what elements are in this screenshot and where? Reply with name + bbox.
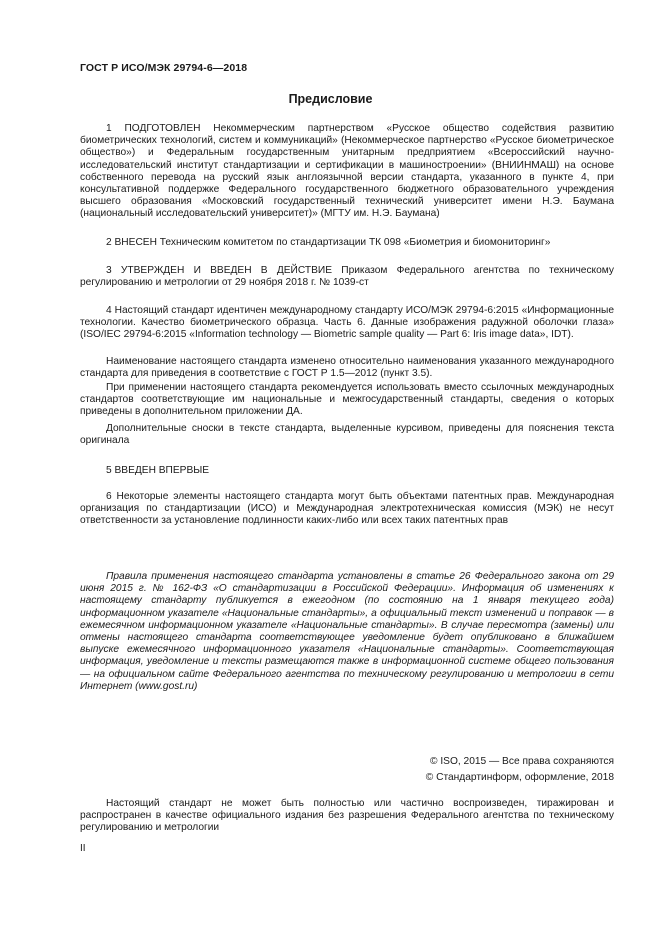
reproduction-notice: Настоящий стандарт не может быть полностью или частично воспроизведен, тиражирован и распространен в качестве официального издания без разрешения Федерального агентства по техническому регулированию и метрологии: [80, 798, 614, 834]
application-rules-notice: Правила применения настоящего стандарта установлены в статье 26 Федерального закона от 29 июня 2015 г. № 162-ФЗ «О стандартизации в Российской Федерации». Информация об изменениях к настоящему стандарту публикуется в ежегодном (по состоянию на 1 января текущего года) информационном указателе «Национальные стандарты», а официальный текст изменений и поправок — в ежемесячном информационном указателе «Национальные стандарты». В случае пересмотра (замены) или отмены настоящего стандарта соответствующее уведомление будет опубликовано в ближайшем выпуске ежемесячного информационного указателя «Национальные стандарты». Соответствующая информация, уведомление и тексты размещаются также в информационной системе общего пользования — на официальном сайте Федерального агентства по техническому регулированию и метрологии в сети Интернет (www.gost.ru): [80, 571, 614, 692]
copyright-standartinform: © Стандартинформ, оформление, 2018: [425, 772, 614, 783]
paragraph-4-references: При применении настоящего стандарта рекомендуется использовать вместо ссылочных международных стандартов соответствующие им национальные и межгосударственный стандарты, сведения о которых приведены в дополнительном приложении ДА.: [80, 382, 614, 418]
paragraph-4-name-change: Наименование настоящего стандарта изменено относительно наименования указанного международного стандарта для приведения в соответствие с ГОСТ Р 1.5—2012 (пункт 3.5).: [80, 356, 614, 380]
paragraph-1-prepared-by: 1 ПОДГОТОВЛЕН Некоммерческим партнерством «Русское общество содействия развитию биометрических технологий, систем и коммуникаций» (Некоммерческое партнерство «Русское биометрическое общество») и Федеральным государственным унитарным предприятием «Всероссийский научно-исследовательский институт стандартизации и сертификации в машиностроении» (ВНИИНМАШ) на основе собственного перевода на русский язык англоязычной версии стандарта, указанного в пункте 4, при консультативной поддержке Федерального государственного бюджетного образовательного учреждения высшего образования «Московский государственный технический университет имени Н.Э. Баумана (национальный исследовательский университет)» (МГТУ им. Н.Э. Баумана): [80, 123, 614, 220]
paragraph-4-footnotes: Дополнительные сноски в тексте стандарта, выделенные курсивом, приведены для пояснения текста оригинала: [80, 423, 614, 447]
paragraph-5-introduced: 5 ВВЕДЕН ВПЕРВЫЕ: [106, 465, 210, 476]
paragraph-2-submitted-by: 2 ВНЕСЕН Техническим комитетом по стандартизации ТК 098 «Биометрия и биомониторинг»: [106, 237, 551, 248]
page-number: II: [80, 843, 86, 854]
page-title: Предисловие: [288, 92, 373, 106]
paragraph-6-patents: 6 Некоторые элементы настоящего стандарта могут быть объектами патентных прав. Международная организация по стандартизации (ИСО) и Международная электротехническая комиссия (МЭК) не несут ответственности за установление подлинности каких-либо или всех таких патентных прав: [80, 491, 614, 527]
paragraph-3-approved: 3 УТВЕРЖДЕН И ВВЕДЕН В ДЕЙСТВИЕ Приказом Федерального агентства по техническому регулированию и метрологии от 29 ноября 2018 г. № 1039-ст: [80, 265, 614, 289]
document-header: ГОСТ Р ИСО/МЭК 29794-6—2018: [80, 62, 248, 74]
copyright-iso: © ISO, 2015 — Все права сохраняются: [430, 756, 614, 767]
paragraph-4-identical-standard: 4 Настоящий стандарт идентичен международному стандарту ИСО/МЭК 29794-6:2015 «Информационные технологии. Качество биометрического образца. Часть 6. Данные изображения радужной оболочки глаза» (ISO/IEC 29794-6:2015 «Information technology — Biometric sample quality — Part 6: Iris image data», IDT).: [80, 305, 614, 341]
